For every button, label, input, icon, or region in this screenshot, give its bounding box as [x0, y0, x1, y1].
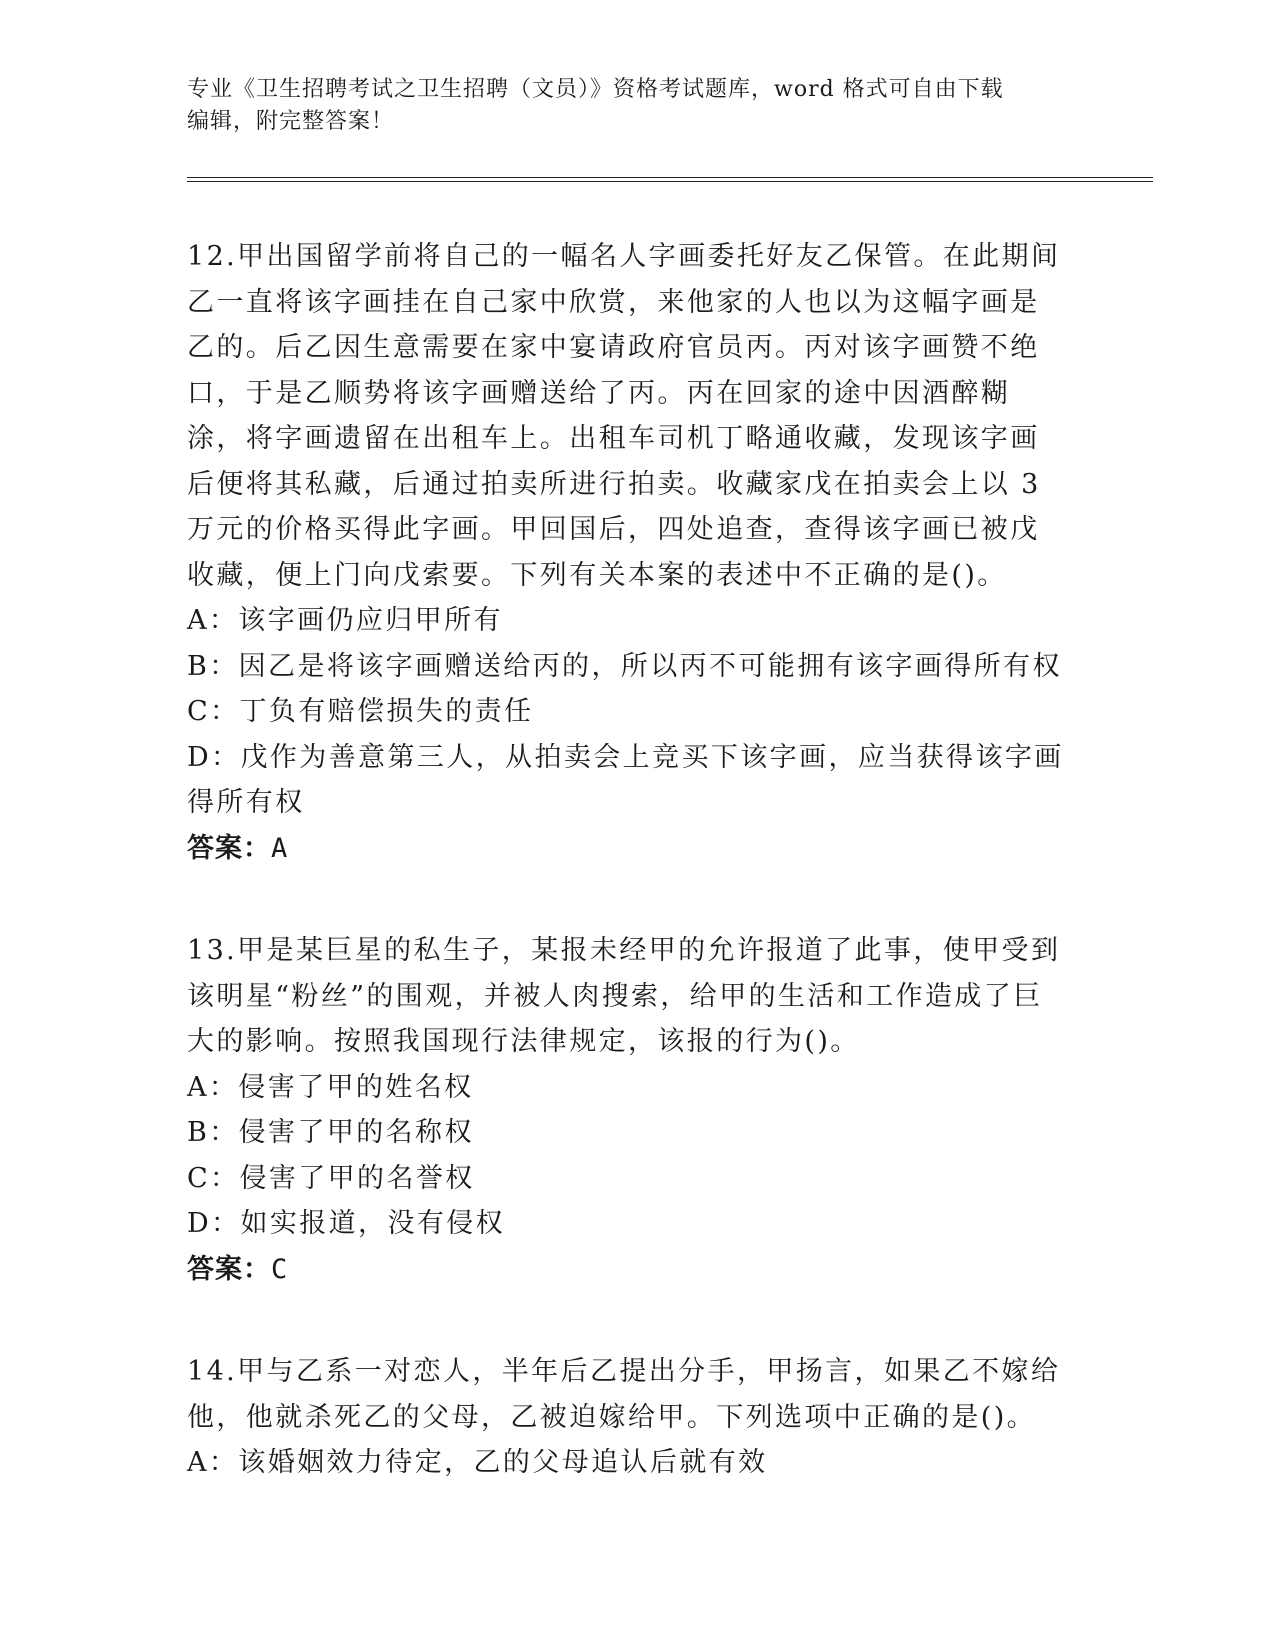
question-stem: 12.甲出国留学前将自己的一幅名人字画委托好友乙保管。在此期间乙一直将该字画挂在自己家中欣赏，来他家的人也以为这幅字画是乙的。后乙因生意需要在家中宴请政府官员丙。丙对该字画赞不绝口，于是乙顺势将该字画赠送给了丙。丙在回家的途中因酒醉糊涂，将字画遗留在出租车上。出租车司机丁略通收藏，发现该字画后便将其私藏，后通过拍卖所进行拍卖。收藏家戊在拍卖会上以 3 万元的价格买得此字画。甲回国后，四处追查，查得该字画已被戊收藏，便上门向戊索要。下列有关本案的表述中不正确的是()。	[187, 241, 1061, 591]
option-d: D：戊作为善意第三人，从拍卖会上竞买下该字画，应当获得该字画得所有权	[187, 741, 1064, 818]
option-b: B：侵害了甲的名称权	[187, 1117, 474, 1148]
question-14	[187, 1349, 1067, 1486]
document-header	[187, 74, 1087, 138]
option-a: A：该字画仍应归甲所有	[187, 605, 503, 636]
option-a: A：该婚姻效力待定，乙的父母追认后就有效	[187, 1447, 768, 1478]
option-d: D：如实报道，没有侵权	[187, 1208, 506, 1239]
question-13	[187, 928, 1067, 1292]
option-c: C：丁负有赔偿损失的责任	[187, 696, 534, 727]
answer-label: 答案：	[187, 1253, 271, 1285]
answer-label: 答案：	[187, 832, 271, 864]
question-stem: 14.甲与乙系一对恋人，半年后乙提出分手，甲扬言，如果乙不嫁给他，他就杀死乙的父母，乙被迫嫁给甲。下列选项中正确的是()。	[187, 1356, 1061, 1433]
header-divider	[187, 177, 1153, 182]
answer-value: A	[271, 832, 289, 864]
answer-value: C	[271, 1253, 289, 1285]
header-line-2: 编辑，附完整答案！	[187, 109, 395, 134]
option-b: B：因乙是将该字画赠送给丙的，所以丙不可能拥有该字画得所有权	[187, 650, 1062, 682]
question-stem: 13.甲是某巨星的私生子，某报未经甲的允许报道了此事，使甲受到该明星“粉丝”的围观，并被人肉搜索，给甲的生活和工作造成了巨大的影响。按照我国现行法律规定，该报的行为()。	[187, 935, 1061, 1057]
question-list	[187, 234, 1067, 1543]
answer-line	[187, 826, 1067, 872]
option-a: A：侵害了甲的姓名权	[187, 1071, 474, 1103]
answer-line	[187, 1247, 1067, 1293]
header-line-1: 专业《卫生招聘考试之卫生招聘（文员）》资格考试题库，word 格式可自由下载	[187, 77, 1004, 102]
question-12	[187, 234, 1067, 871]
option-c: C：侵害了甲的名誉权	[187, 1162, 475, 1194]
